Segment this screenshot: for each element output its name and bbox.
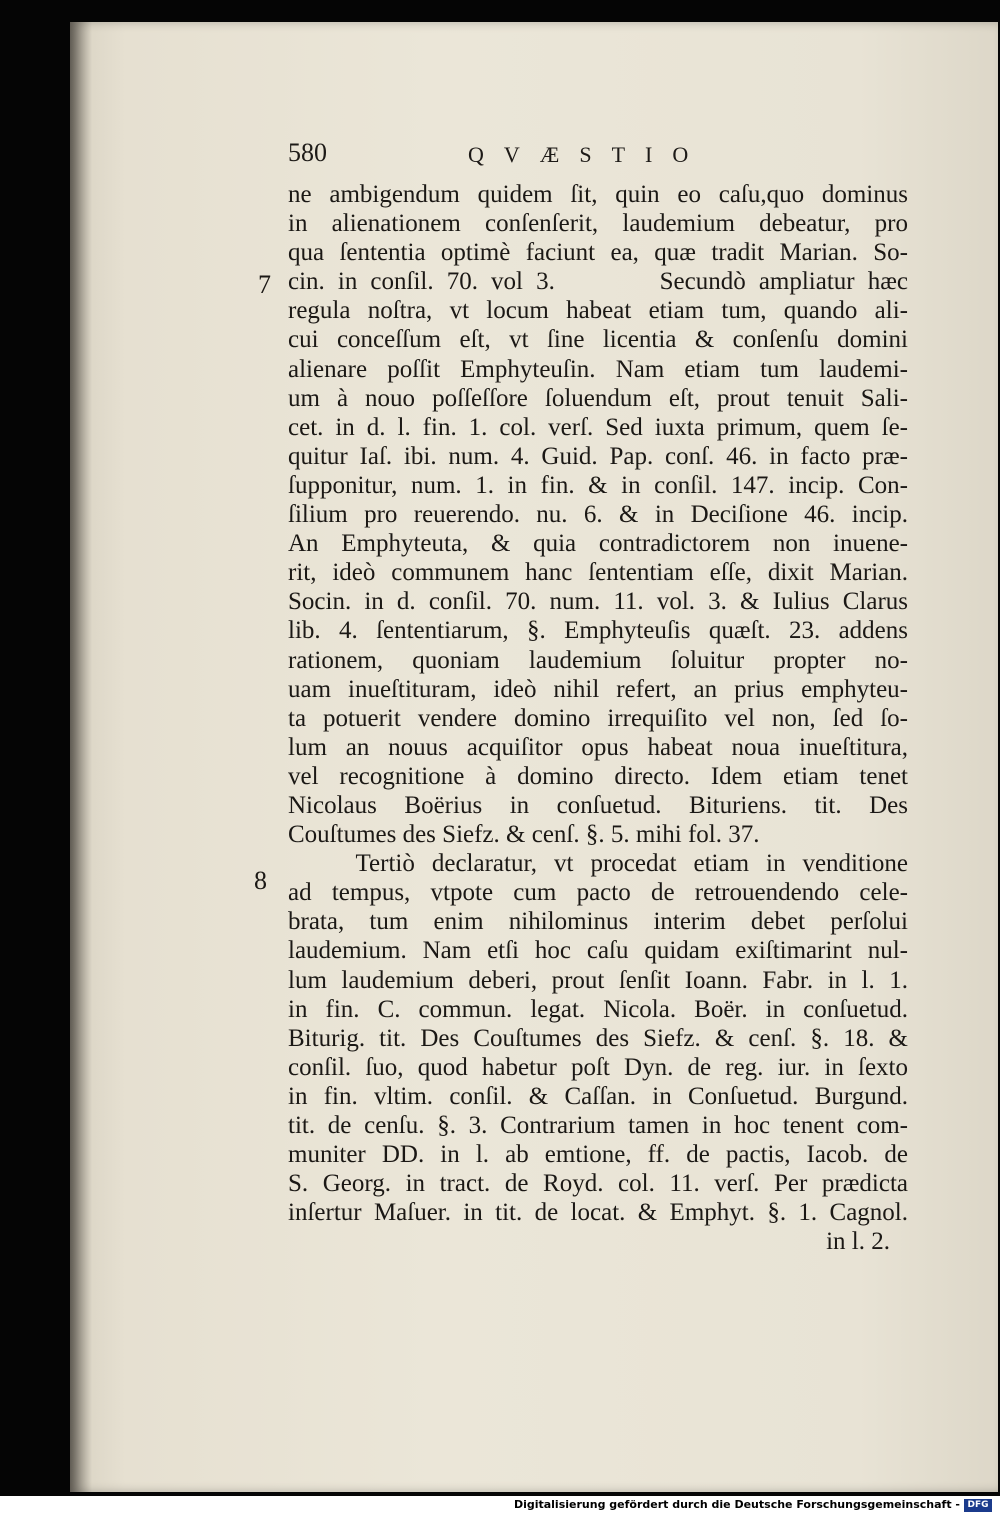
text-line: S. Georg. in tract. de Royd. col. 11. verſ. Per prædicta bbox=[288, 1170, 908, 1198]
text-line: lum an nouus acquiſitor opus habeat noua inueſtitura, bbox=[288, 733, 908, 761]
text-line: rationem, quoniam laudemium ſoluitur propter no- bbox=[288, 646, 908, 674]
body-text bbox=[288, 180, 908, 1256]
text-line: Nicolaus Boërius in conſuetud. Bituriens. tit. Des bbox=[288, 791, 908, 819]
text-line: tit. de cenſu. §. 3. Contrarium tamen in hoc tenent com- bbox=[288, 1112, 908, 1139]
text-line: lum laudemium deberi, prout ſenſit Ioann. Fabr. in l. 1. bbox=[288, 966, 908, 994]
footer-bar bbox=[0, 1496, 1000, 1516]
text-line: An Emphyteuta, & quia contradictorem non inuene- bbox=[288, 530, 908, 558]
text-line: Couſtumes des Siefz. & cenſ. §. 5. mihi fol. 37. bbox=[288, 821, 760, 849]
text-line: conſil. ſuo, quod habetur poſt Dyn. de reg. iur. in ſexto bbox=[288, 1053, 908, 1081]
text-line: in fin. C. commun. legat. Nicola. Boër. in conſuetud. bbox=[288, 995, 908, 1023]
text-line: vel recognitione à domino directo. Idem etiam tenet bbox=[288, 762, 908, 790]
text-line: regula noſtra, vt locum habeat etiam tum, quando ali- bbox=[288, 297, 908, 325]
funding-credit: Digitalisierung gefördert durch die Deutsche Forschungsgemeinschaft - bbox=[513, 1498, 960, 1511]
text-line: um à nouo poſſeſſore ſoluendum eſt, prout tenuit Sali- bbox=[288, 384, 908, 412]
text-line: lib. 4. ſententiarum, §. Emphyteuſis quæſt. 23. addens bbox=[288, 617, 908, 645]
page-number: 580 bbox=[288, 138, 327, 167]
gutter-shadow bbox=[70, 22, 92, 1492]
text-line: quitur Iaſ. ibi. num. 4. Guid. Pap. conſ. 46. in facto præ- bbox=[288, 442, 908, 470]
text-line: ſilium pro reuerendo. nu. 6. & in Deciſione 46. incip. bbox=[288, 501, 908, 529]
page-header bbox=[288, 138, 908, 174]
text-line: Socin. in d. conſil. 70. num. 11. vol. 3. & Iulius Clarus bbox=[288, 588, 908, 616]
text-line: Tertiò declaratur, vt procedat etiam in venditione bbox=[288, 850, 908, 878]
text-line: alienare poſſit Emphyteuſin. Nam etiam tum laudemi- bbox=[288, 355, 908, 383]
text-line: uam inueſtituram, ideò nihil refert, an prius emphyteu- bbox=[288, 675, 908, 703]
margin-number-8: 8 bbox=[254, 866, 267, 895]
text-line: qua ſententia optimè faciunt ea, quæ tradit Marian. So- bbox=[288, 239, 908, 267]
text-line: in alienationem conſenſerit, laudemium debeatur, pro bbox=[288, 210, 908, 238]
text-line: ad tempus, vtpote cum pacto de retrouendendo cele- bbox=[288, 879, 908, 907]
text-line: in fin. vltim. conſil. & Caſſan. in Conſuetud. Burgund. bbox=[288, 1082, 908, 1110]
text-line: muniter DD. in l. ab emtione, ff. de pactis, Iacob. de bbox=[288, 1141, 908, 1169]
text-line: laudemium. Nam etſi hoc caſu quidam exiſtimarint nul- bbox=[288, 937, 908, 965]
text-line: cin. in conſil. 70. vol 3. Secundò ampliatur hæc bbox=[288, 268, 908, 296]
catchword: in l. 2. bbox=[826, 1228, 890, 1256]
text-line: ta potuerit vendere domino irrequiſito vel non, ſed ſo- bbox=[288, 704, 908, 732]
text-line: ne ambigendum quidem ſit, quin eo caſu,quo dominus bbox=[288, 181, 908, 208]
running-head: QVÆSTIO bbox=[468, 142, 709, 167]
dfg-logo: DFG bbox=[964, 1499, 992, 1512]
text-line: ſupponitur, num. 1. in fin. & in conſil. 147. incip. Con- bbox=[288, 471, 908, 499]
margin-number-7: 7 bbox=[258, 270, 271, 299]
text-line: Biturig. tit. Des Couſtumes des Siefz. & cenſ. §. 18. & bbox=[288, 1024, 908, 1052]
text-line: brata, tum enim nihilominus interim debet perſolui bbox=[288, 908, 908, 936]
text-line: rit, ideò communem hanc ſententiam eſſe, dixit Marian. bbox=[288, 559, 908, 587]
text-line: cet. in d. l. fin. 1. col. verſ. Sed iuxta primum, quem ſe- bbox=[288, 413, 908, 441]
text-line: cui conceſſum eſt, vt ſine licentia & conſenſu domini bbox=[288, 326, 908, 354]
text-line: inſertur Maſuer. in tit. de locat. & Emphyt. §. 1. Cagnol. bbox=[288, 1199, 908, 1227]
